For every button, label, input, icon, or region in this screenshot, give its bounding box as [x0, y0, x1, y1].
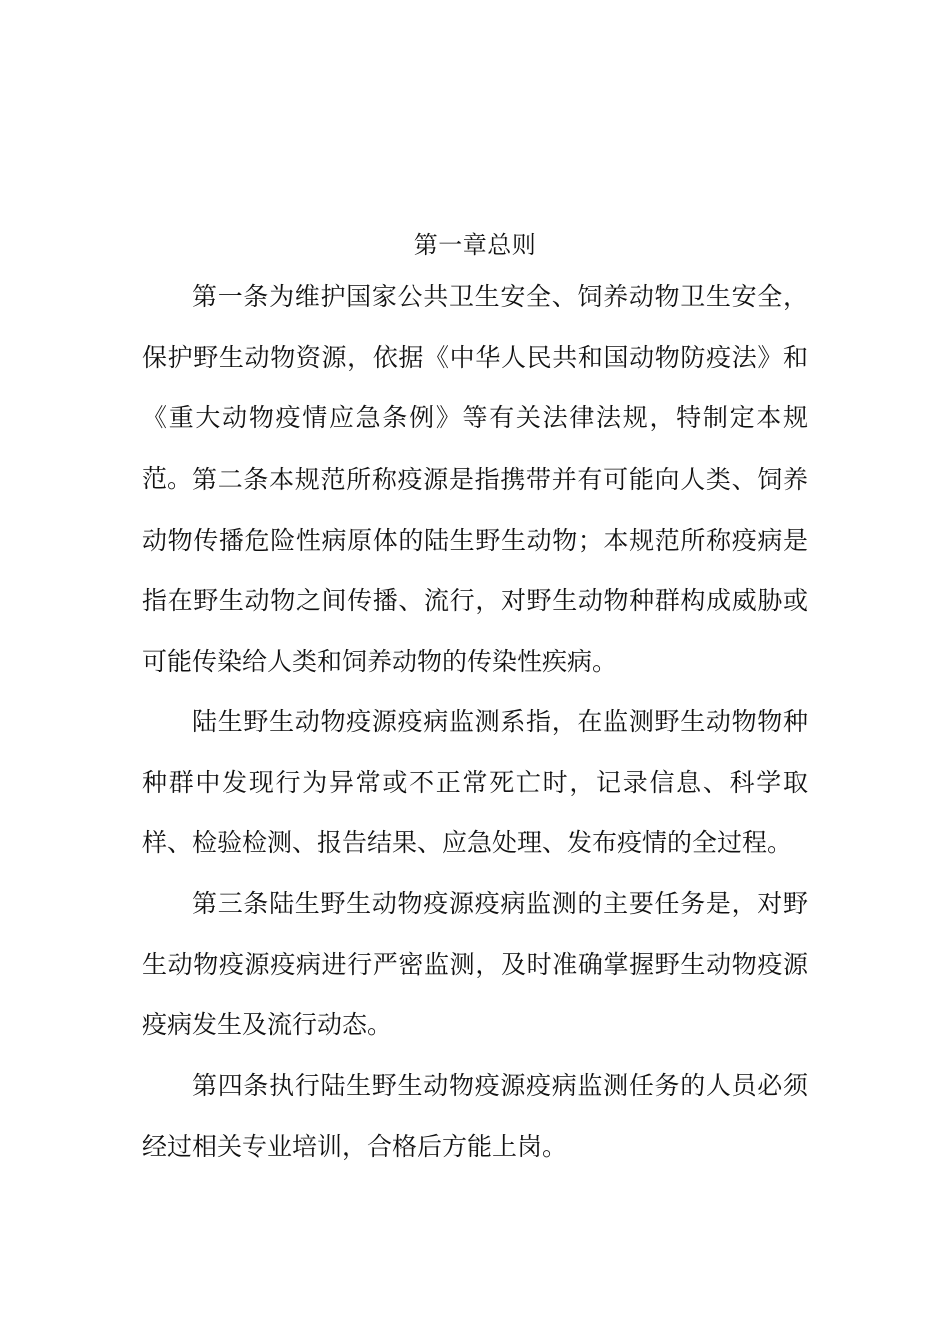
chapter-title: 第一章总则 [413, 231, 537, 259]
paragraph-monitoring-definition: 陆生野生动物疫源疫病监测系指，在监测野生动物物种种群中发现行为异常或不正常死亡时，记录信息、科学取样、检验检测、报告结果、应急处理、发布疫情的全过程。 [142, 707, 808, 857]
paragraph-article-3: 第三条陆生野生动物疫源疫病监测的主要任务是，对野生动物疫源疫病进行严密监测，及时准确掌握野生动物疫源疫病发生及流行动态。 [142, 889, 808, 1039]
paragraph-article-2: 第二条本规范所称疫源是指携带并有可能向人类、饲养动物传播危险性病原体的陆生野生动物；本规范所称疫病是指在野生动物之间传播、流行，对野生动物种群构成威胁或可能传染给人类和饲养动物的传染性疾病。 [142, 465, 808, 676]
paragraph-article-4: 第四条执行陆生野生动物疫源疫病监测任务的人员必须经过相关专业培训，合格后方能上岗。 [142, 1071, 808, 1161]
paragraph-article-1: 第一条为维护国家公共卫生安全、饲养动物卫生安全，保护野生动物资源，依据《中华人民共和国动物防疫法》和《重大动物疫情应急条例》等有关法律法规，特制定本规范。 [142, 282, 808, 493]
